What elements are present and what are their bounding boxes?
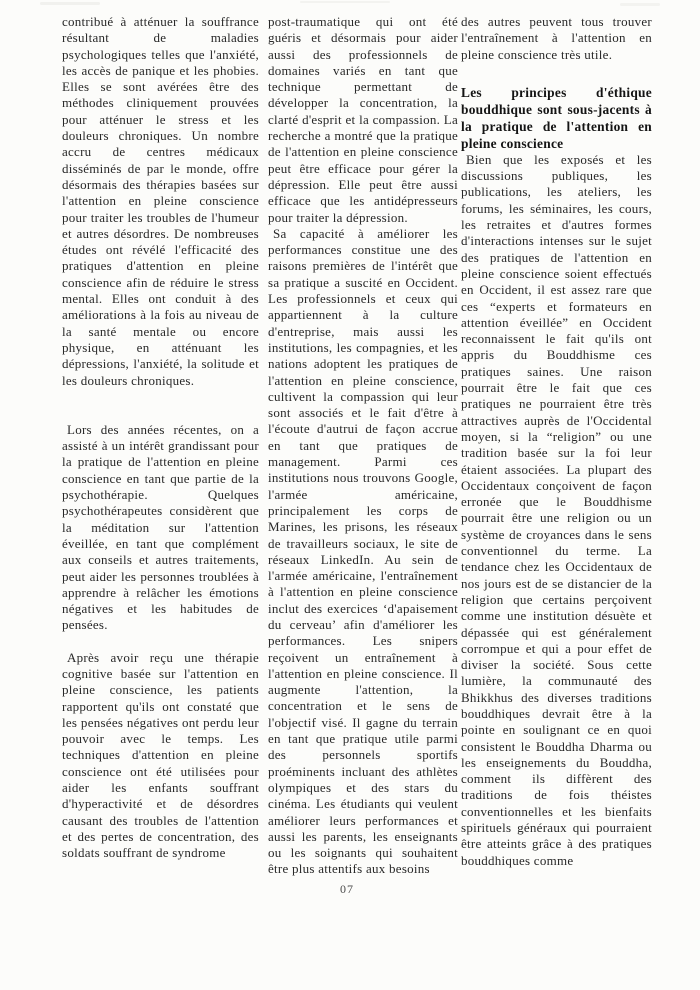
text-column-1: [62, 14, 259, 862]
paragraph: Bien que les exposés et les discussions publiques, les publications, les ateliers, les forums, les séminaires, les cours, les retraites et d'autres formes d'interactions intenses sur le sujet des pratiques de l'attention en pleine conscience soient effectués en Occident, il est assez rare que ces “experts et formateurs en attention éveillée” en Occident reconnaissent le fait qu'ils ont appris du Bouddhisme ces pratiques saines. Une raison pourrait être le fait que ces pratiques ne pourraient être très attractives auprès de l'Occidental moyen, si la “religion” ou une tradition basée sur la foi leur étaient associées. La plupart des Occidentaux conçoivent de façon erronée que le Bouddhisme pourrait être une religion ou un système de croyances dans le sens conventionnel du terme. La tendance chez les Occidentaux de nos jours est de se distancier de la religion que certains perçoivent comme une institution désuète et dépassée qui est généralement corrompue et qui a pour effet de diviser la société. Sous cette lumière, la communauté des Bhikkhus des diverses traditions bouddhiques devrait être à la pointe en soulignant ce en quoi consistent le Bouddha Dharma ou les enseignements du Bouddha, comment ils diffèrent des traditions de fois théistes conventionnelles et les bienfaits spirituels généraux qui pourraient être atteints grâce à des pratiques bouddhiques comme: [461, 151, 652, 868]
paragraph: des autres peuvent tous trouver l'entraînement à l'attention en pleine conscience très utile.: [461, 14, 652, 62]
scan-artifact: [40, 2, 100, 5]
section-heading: Les principes d'éthique bouddhique sont sous-jacents à la pratique de l'attention en pleine conscience: [461, 84, 652, 151]
paragraph: Après avoir reçu une thérapie cognitive basée sur l'attention en pleine conscience, les patients rapportent qu'ils ont constaté que les pensées négatives ont perdu leur pouvoir avec le temps. Les techniques d'attention en pleine conscience ont été utilisées pour aider les enfants souffrant d'hyperactivité et de désordres causant des troubles de l'attention et des pertes de concentration, des soldats souffrant de syndrome: [62, 649, 259, 861]
paragraph: Sa capacité à améliorer les performances constitue une des raisons premières de l'intérêt que sa pratique a suscité en Occident. Les professionnels et ceux qui appartiennent à la culture d'entreprise, mais aussi les institutions, les compagnies, et les nations adoptent les pratiques de l'attention en pleine conscience, cultivent la compassion qui leur sont associés et le fait d'être à l'écoute d'autrui de façon accrue en tant que pratiques de management. Parmi ces institutions nous trouvons Google, l'armée américaine, principalement les corps de Marines, les prisons, les réseaux de travailleurs sociaux, le site de réseaux LinkedIn. Au sein de l'armée américaine, l'entraînement à l'attention en pleine conscience inclut des exercices ‘d'apaisement du cerveau’ afin d'améliorer les performances. Les snipers reçoivent un entraînement à l'attention en pleine conscience. Il augmente l'attention, la concentration et le sens de l'objectif visé. Il gagne du terrain en tant que pratique utile parmi des personnels sportifs proéminents incluant des athlètes olympiques et des stars du cinéma. Les étudiants qui veulent améliorer leurs performances et aussi les parents, les enseignants ou les soignants qui souhaitent être plus attentifs aux besoins: [268, 225, 458, 877]
page-number: 07: [340, 882, 354, 896]
paragraph: Lors des années récentes, on a assisté à un intérêt grandissant pour la pratique de l'attention en pleine conscience en tant que partie de la psychothérapie. Quelques psychothérapeutes considèrent que la méditation sur l'attention éveillée, en tant que complément aux conseils et autres traitements, peut aider les personnes troublées à apprendre à relâcher les émotions négatives et les habitudes de pensées.: [62, 421, 259, 633]
paragraph: post-traumatique qui ont été guéris et désormais pour aider aussi des professionnels de domaines variés en tant que technique permettant de développer la concentration, la clarté d'esprit et la compassion. La recherche a montré que la pratique de l'attention en pleine conscience peut être efficace pour gérer la dépression. Elle peut être aussi efficace que les antidépresseurs pour traiter la dépression.: [268, 14, 458, 225]
paragraph: contribué à atténuer la souffrance résultant de maladies psychologiques telles que l'anxiété, les accès de panique et les phobies. Elles se sont avérées être des méthodes cliniquement prouvées pour atténuer le stress et les douleurs chroniques. Un nombre accru de centres médicaux disséminés de par le monde, offre désormais des thérapies basées sur l'attention en pleine conscience pour traiter les troubles de l'humeur et autres désordres. De nombreuses études ont révélé l'efficacité des pratiques d'attention en pleine conscience afin de réduire le stress mental. Elles ont conduit à des améliorations à la fois au niveau de la santé mentale ou encore physique, en atténuant les dépressions, l'anxiété, la solitude et les douleurs chroniques.: [62, 14, 259, 388]
text-column-2: [268, 14, 458, 878]
scan-artifact: [300, 1, 390, 3]
text-column-3: [461, 14, 652, 869]
scan-artifact: [620, 3, 660, 6]
